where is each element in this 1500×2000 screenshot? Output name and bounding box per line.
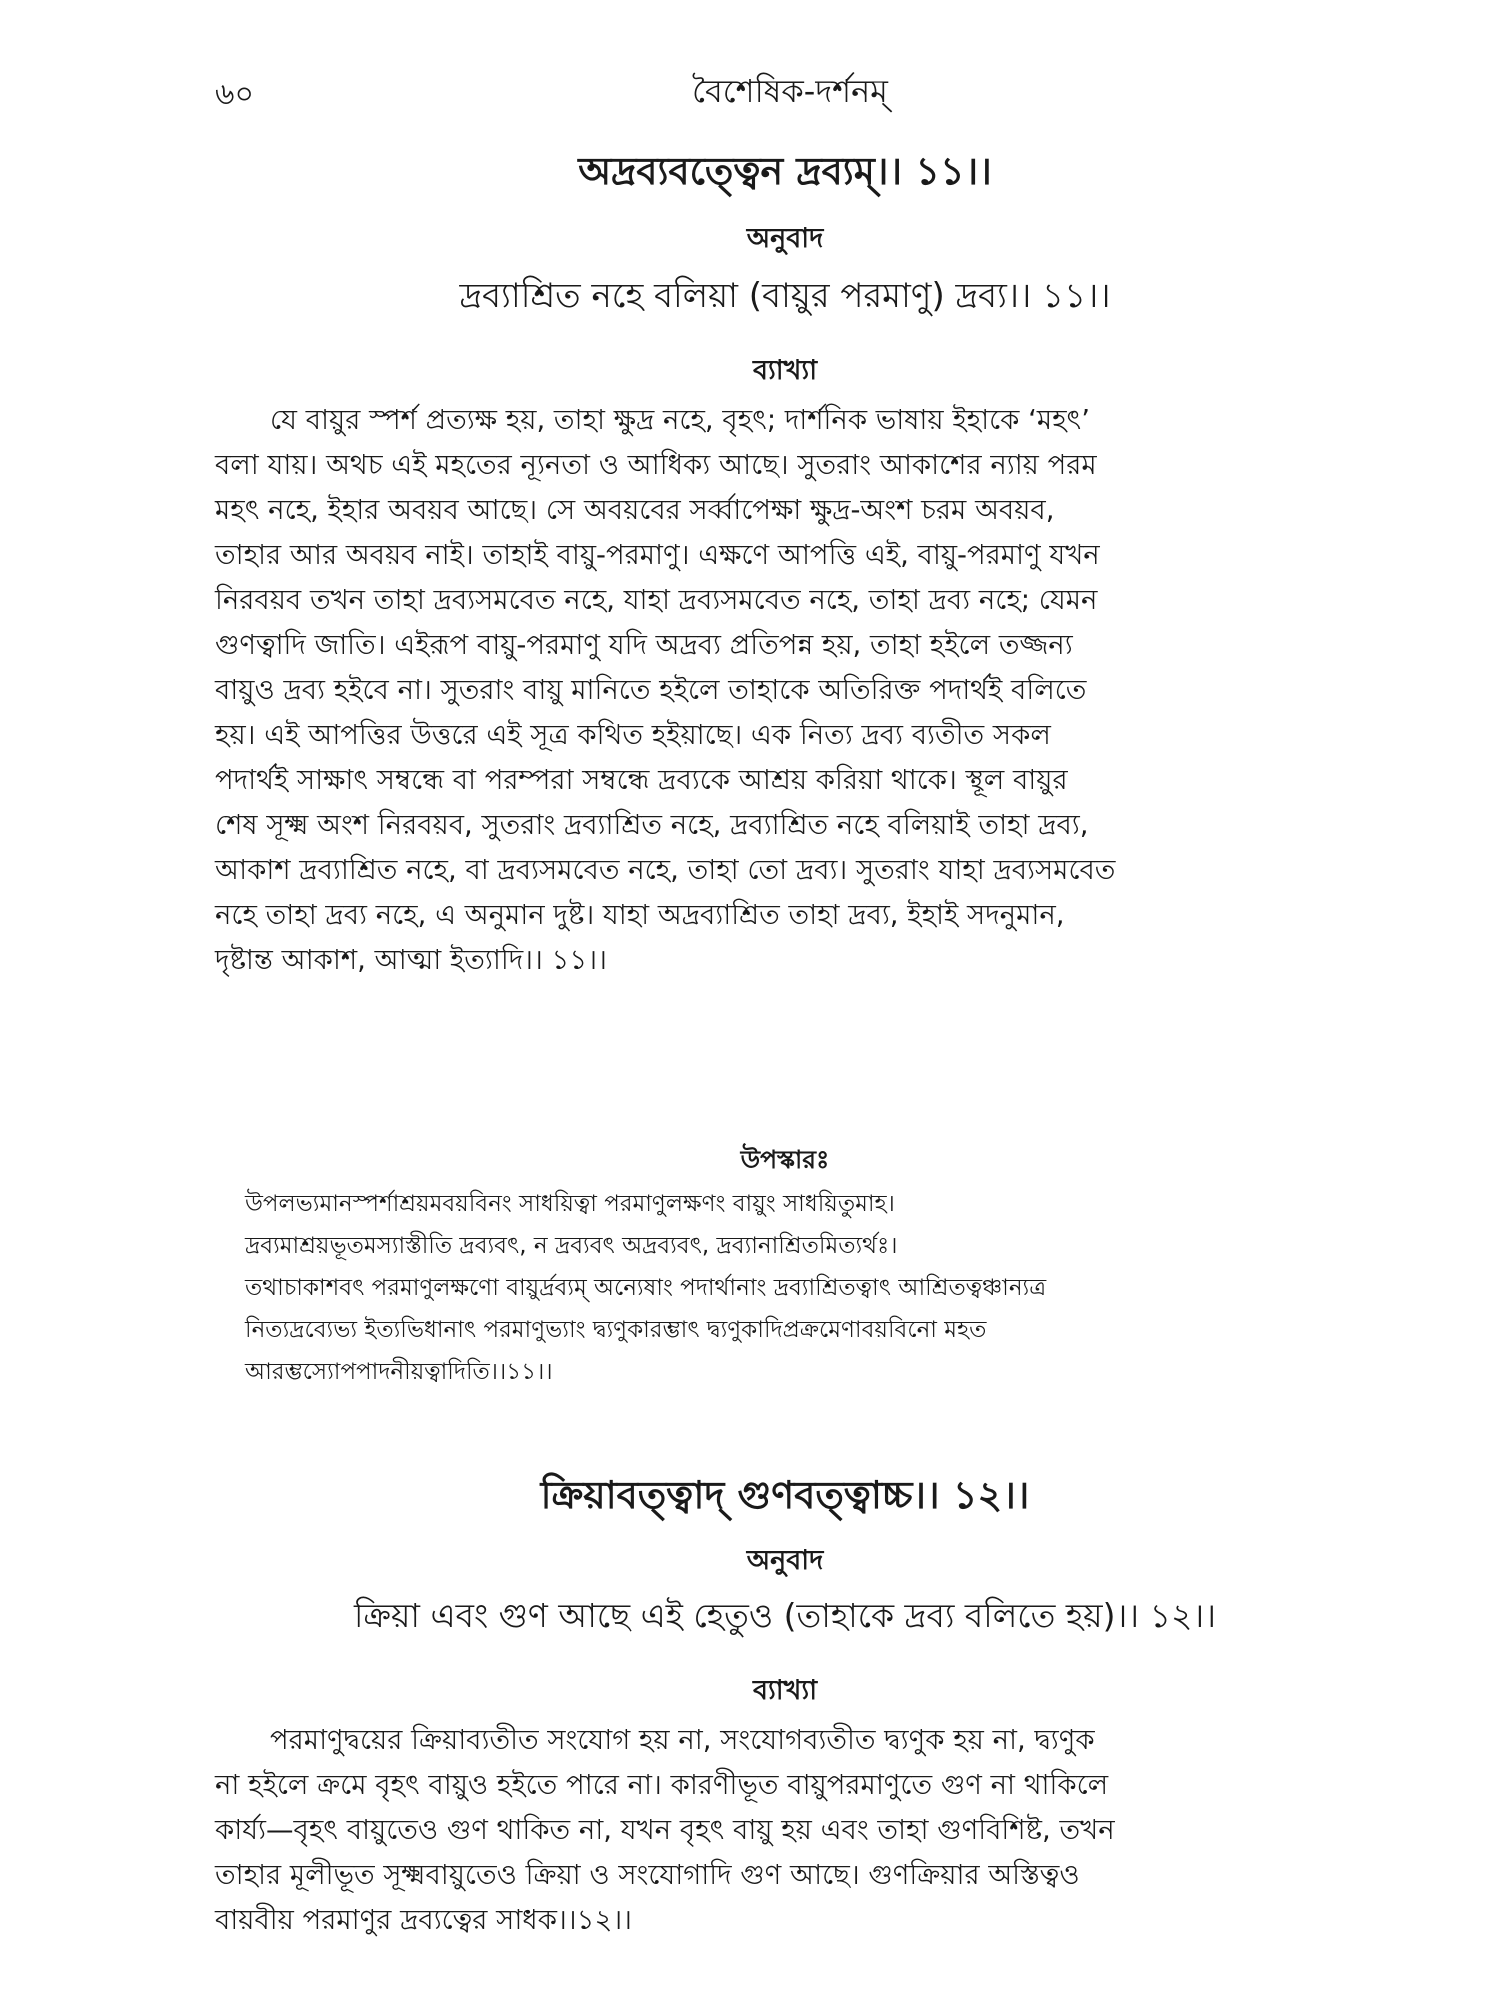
comm11-line: আরম্ভস্যোপপাদনীয়ত্বাদিতি।।১১।।: [245, 1359, 553, 1385]
sutra-11-commentary-label: উপস্কারঃ: [740, 1145, 830, 1174]
sutra-11-commentary: [245, 1183, 1300, 1393]
comm11-line: দ্রব্যমাশ্রয়ভূতমস্যাস্তীতি দ্রব্যবৎ, ন দ্রব্যবৎ অদ্রব্যবৎ, দ্রব্যানাশ্রিতমিত্যর্থঃ।: [245, 1233, 898, 1259]
comm11-line: উপলভ্যমানস্পর্শাশ্রয়মবয়বিনং সাধয়িত্বা পরমাণুলক্ষণং বায়ুং সাধয়িতুমাহ।: [245, 1191, 895, 1217]
running-title: বৈশেষিক-দর্শনম্: [692, 72, 888, 110]
comm11-line: নিত্যদ্রব্যেভ্য ইত্যভিধানাৎ পরমাণুভ্যাং দ্ব্যণুকারম্ভাৎ দ্ব্যণুকাদিপ্রক্রমেণাবয়বিনো মহত: [245, 1317, 987, 1343]
exp11-line: হয়। এই আপত্তির উত্তরে এই সূত্র কথিত হইয়াছে। এক নিত্য দ্রব্য ব্যতীত সকল: [215, 719, 1051, 751]
exp12-line: না হইলে ক্রমে বৃহৎ বায়ুও হইতে পারে না। কারণীভূত বায়ুপরমাণুতে গুণ না থাকিলে: [215, 1769, 1109, 1801]
sutra-12-heading: ক্রিয়াবত্ত্বাদ্ গুণবত্ত্বাচ্চ।। ১২।।: [540, 1473, 1030, 1517]
exp11-line: নহে তাহা দ্রব্য নহে, এ অনুমান দুষ্ট। যাহা অদ্রব্যাশ্রিত তাহা দ্রব্য, ইহাই সদনুমান,: [215, 899, 1065, 931]
exp11-line: শেষ সূক্ষ্ম অংশ নিরবয়ব, সুতরাং দ্রব্যাশ্রিত নহে, দ্রব্যাশ্রিত নহে বলিয়াই তাহা দ্রব্য,: [215, 809, 1089, 841]
exp11-line: বায়ুও দ্রব্য হইবে না। সুতরাং বায়ু মানিতে হইলে তাহাকে অতিরিক্ত পদার্থই বলিতে: [215, 674, 1087, 706]
page-number: ৬০: [215, 77, 255, 112]
exp12-line: পরমাণুদ্বয়ের ক্রিয়াব্যতীত সংযোগ হয় না, সংযোগব্যতীত দ্ব্যণুক হয় না, দ্ব্যণুক: [270, 1724, 1095, 1756]
exp11-line: মহৎ নহে, ইহার অবয়ব আছে। সে অবয়বের সর্ব্বাপেক্ষা ক্ষুদ্র-অংশ চরম অবয়ব,: [215, 494, 1055, 526]
sutra-12-explanation-label: ব্যাখ্যা: [752, 1675, 818, 1706]
exp12-line: বায়বীয় পরমাণুর দ্রব্যত্বের সাধক।।১২।।: [215, 1904, 633, 1936]
sutra-11-translation-label: অনুবাদ: [746, 223, 824, 254]
exp11-line: পদার্থই সাক্ষাৎ সম্বন্ধে বা পরম্পরা সম্বন্ধে দ্রব্যকে আশ্রয় করিয়া থাকে। স্থূল বায়ুর: [215, 764, 1068, 796]
sutra-12-translation: ক্রিয়া এবং গুণ আছে এই হেতুও (তাহাকে দ্রব্য বলিতে হয়)।। ১২।।: [353, 1596, 1217, 1635]
sutra-12-translation-label: অনুবাদ: [746, 1545, 824, 1576]
exp11-line: দৃষ্টান্ত আকাশ, আত্মা ইত্যাদি।। ১১।।: [215, 944, 607, 976]
sutra-11-explanation: [215, 398, 1300, 983]
exp11-line: আকাশ দ্রব্যাশ্রিত নহে, বা দ্রব্যসমবেত নহে, তাহা তো দ্রব্য। সুতরাং যাহা দ্রব্যসমবেত: [215, 854, 1116, 886]
running-header: [0, 62, 1500, 112]
exp11-line: যে বায়ুর স্পর্শ প্রত্যক্ষ হয়, তাহা ক্ষুদ্র নহে, বৃহৎ; দার্শনিক ভাষায় ইহাকে ‘মহৎ’: [270, 404, 1090, 436]
comm11-line: তথাচাকাশবৎ পরমাণুলক্ষণো বায়ুর্দ্রব্যম্ অন্যেষাং পদার্থানাং দ্রব্যাশ্রিতত্বাৎ আশ্রিতত্বঞ্চান্যত্র: [245, 1275, 1047, 1301]
exp11-line: গুণত্বাদি জাতি। এইরূপ বায়ু-পরমাণু যদি অদ্রব্য প্রতিপন্ন হয়, তাহা হইলে তজ্জন্য: [215, 629, 1073, 661]
sutra-11-explanation-label: ব্যাখ্যা: [752, 355, 818, 386]
exp11-line: তাহার আর অবয়ব নাই। তাহাই বায়ু-পরমাণু। এক্ষণে আপত্তি এই, বায়ু-পরমাণু যখন: [215, 539, 1100, 571]
sutra-11-translation: দ্রব্যাশ্রিত নহে বলিয়া (বায়ুর পরমাণু) দ্রব্য।। ১১।।: [459, 276, 1111, 316]
exp12-line: তাহার মূলীভূত সূক্ষ্মবায়ুতেও ক্রিয়া ও সংযোগাদি গুণ আছে। গুণক্রিয়ার অস্তিত্বও: [215, 1859, 1080, 1891]
exp11-line: নিরবয়ব তখন তাহা দ্রব্যসমবেত নহে, যাহা দ্রব্যসমবেত নহে, তাহা দ্রব্য নহে; যেমন: [215, 584, 1098, 616]
sutra-11-heading: অদ্রব্যবত্ত্বেন দ্রব্যম্।। ১১।।: [578, 149, 992, 193]
exp12-line: কার্য্য—বৃহৎ বায়ুতেও গুণ থাকিত না, যখন বৃহৎ বায়ু হয় এবং তাহা গুণবিশিষ্ট, তখন: [215, 1814, 1115, 1846]
exp11-line: বলা যায়। অথচ এই মহতের ন্যূনতা ও আধিক্য আছে। সুতরাং আকাশের ন্যায় পরম: [215, 449, 1097, 481]
sutra-12-explanation: [215, 1718, 1300, 1943]
